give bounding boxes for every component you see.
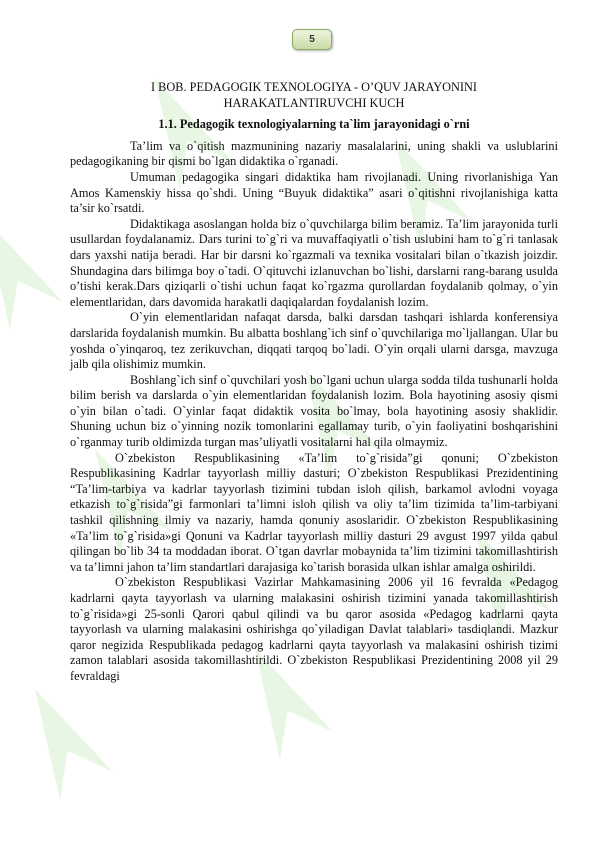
chapter-title [70,80,558,111]
chapter-title-line-1: I BOB. PEDAGOGIK TEXNOLOGIYA - O’QUV JARAYONINI [151,80,477,94]
paragraph: Didaktikaga asoslangan holda biz o`quvchilarga bilim beramiz. Ta’lim jarayonida turli usullardan foydalanamiz. Dars turini to`g`ri va muvaffaqiyatli o`tish uslubini ham to`g`ri tanlasak dars yaxshi natija beradi. Har bir darsni ko`rgazmali va texnika vositalari bilan o`tkazish joizdir. Shundagina dars bilimga boy o`tadi. O`qituvchi izlanuvchan bo`lishi, darslarni rang-barang usulda o’tishi kerak.Dars qiziqarli o`tishi uchun faqat ko`rgazma qurollardan foydalanib qolmay, o`yin elementlaridan, dars davomida harakatli daqiqalardan foydalanish lozim. [70,216,558,309]
paragraph: O`yin elementlaridan nafaqat darsda, balki darsdan tashqari ishlarda konferensiya darslarida foydalanish mumkin. Bu albatta boshlang`ich sinf o`quvchilariga mo`ljallangan. Ular bu yoshda o`yinqaroq, tez zerikuvchan, diqqati tarqoq bo`ladi. O`yin orqali ularni darsga, mavzuga jalb qila olishimiz mumkin. [70,310,558,372]
page-number-badge: 5 [292,29,332,50]
paragraph: O`zbekiston Respublikasining «Ta’lim to`g`risida”gi qonuni; O`zbekiston Respublikasining Kadrlar tayyorlash milliy dasturi; O`zbekiston Respublikasi Prezidentining “Ta’lim-tarbiya va kadrlar tayyorlash tizimini tubdan isloh qilish, barkamol avlodni voyaga etkazish to`g`risida”gi farmonlari ta’limni isloh qilish va oliy ta’lim tizimida ta’lim-tarbiyani tashkil qilishning ilmiy va nazariy, hamda qonuniy asoslaridir. O`zbekiston Respublikasining «Ta’lim to`g`risida»gi Qonuni va Kadrlar tayyorlash milliy dasturi 29 avgust 1997 yilda qabul qilingan bo`lib 34 ta moddadan iborat. O`tgan davrlar mobaynida ta’lim tizimini takomillashtirish va ta’limni jahon ta’lim standartlari darajasiga ko`tarish borasida ulkan ishlar amalga oshirildi. [70,450,558,574]
chapter-title-line-2: HARAKATLANTIRUVCHI KUCH [223,95,405,110]
section-title: 1.1. Pedagogik texnologiyalarning ta`lim jarayonidagi o`rni [158,117,470,132]
document-body [70,80,558,685]
paragraph: O`zbekiston Respublikasi Vazirlar Mahkamasining 2006 yil 16 fevralda «Pedagog kadrlarni qayta tayyorlash va ularning malakasini oshirish tizimini yanada takomillashtirish to`g`risida»gi 25-sonli Qarori qabul qilindi va bu qaror asosida «Pedagog kadrlarni qayta tayyorlash va ularning malakasini oshirishga qo`yiladigan Davlat talablari» tasdiqlandi. Mazkur qaror negizida Respublikada pedagog kadrlarni qayta tayyorlash va malakasini oshirish tizimi zamon talablari asosida takomillashtirildi. O`zbekiston Respublikasi Prezidentining 2008 yil 29 fevraldagi [70,575,558,683]
paragraph: Ta’lim va o`qitish mazmunining nazariy masalalarini, uning shakli va uslublarini pedagogikaning bir qismi bo`lgan didaktika o`rganadi. [70,138,558,169]
paragraph: Umuman pedagogika singari didaktika ham rivojlanadi. Uning rivorlanishiga Yan Amos Kamenskiy hissa qo`shdi. Uning “Buyuk didaktika” asari o`qitishni rivojlanishiga katta ta’sir ko`rsatdi. [70,169,558,216]
paragraph: Boshlang`ich sinf o`quvchilari yosh bo`lgani uchun ularga sodda tilda tushunarli holda bilim berish va darslarda o`yin elementlaridan foydalanish lozim. Bola hayotining asosiy qismi o`yin bilan o`tadi. O`yinlar faqat didaktik vosita bo`lmay, bola hayotining asosiy shaklidir. Shuning uchun biz o`yinning nozik tomonlarini egallamay turib, o`yin faoliyatini boshqarishini o`rganmay turib oldimizda turgan mas’uliyatli vositalarni hal qila olmaymiz. [70,372,558,450]
